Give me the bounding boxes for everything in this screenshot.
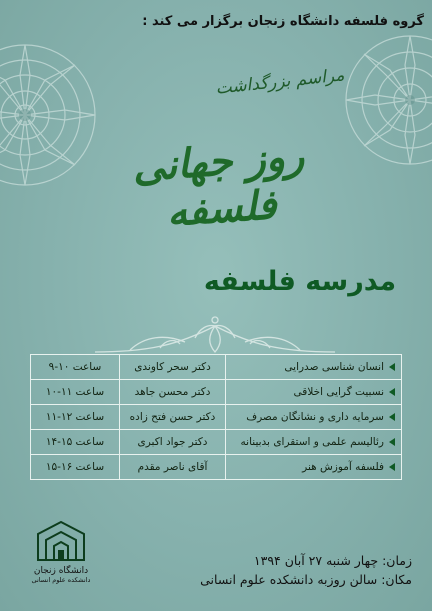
left-arrow-icon — [389, 463, 395, 471]
university-logo-icon — [26, 520, 96, 562]
time-cell: ساعت ۱۰-۹ — [48, 361, 102, 373]
speaker-cell: دکتر جواد اکبری — [119, 430, 225, 454]
left-arrow-icon — [389, 438, 395, 446]
mandala-ornament-icon — [0, 30, 100, 200]
floral-ornament-icon — [90, 314, 340, 356]
mandala-ornament-icon — [340, 25, 432, 175]
speaker-cell: آقای ناصر مقدم — [119, 455, 225, 480]
university-logo — [26, 520, 96, 584]
event-info — [200, 551, 412, 589]
main-title: روز جهانی فلسفه — [131, 132, 306, 236]
speaker-cell: دکتر سحر کاوندی — [119, 355, 225, 379]
topic-cell: نسبیت گرایی اخلاقی — [225, 380, 401, 404]
table-row — [31, 405, 401, 430]
logo-faculty-name: دانشکده علوم انسانی — [31, 576, 91, 584]
table-row — [31, 430, 401, 455]
left-arrow-icon — [389, 363, 395, 371]
schedule-table — [30, 354, 402, 480]
header-text: گروه فلسفه دانشگاه زنجان برگزار می کند : — [142, 14, 424, 29]
event-location: مکان: سالن روزبه دانشکده علوم انسانی — [200, 572, 412, 587]
speaker-cell: دکتر محسن جاهد — [119, 380, 225, 404]
topic-cell: انسان شناسی صدرایی — [225, 355, 401, 379]
school-title: مدرسه فلسفه — [203, 266, 397, 297]
event-time: زمان: چهار شنبه ۲۷ آبان ۱۳۹۴ — [253, 553, 412, 568]
topic-cell: رئالیسم علمی و استقرای بدبینانه — [225, 430, 401, 454]
time-cell: ساعت ۱۵-۱۴ — [45, 436, 105, 448]
logo-university-name: دانشگاه زنجان — [33, 566, 89, 576]
speaker-cell: دکتر حسن فتح زاده — [119, 405, 225, 429]
table-row — [31, 380, 401, 405]
topic-cell: فلسفه آموزش هنر — [225, 455, 401, 480]
table-row — [31, 455, 401, 480]
time-cell: ساعت ۱۱-۱۰ — [45, 386, 105, 398]
subtitle: مراسم بزرگداشت — [214, 65, 346, 99]
time-cell: ساعت ۱۶-۱۵ — [45, 461, 105, 473]
left-arrow-icon — [389, 388, 395, 396]
left-arrow-icon — [389, 413, 395, 421]
table-row — [31, 355, 401, 380]
topic-cell: سرمایه داری و نشانگان مصرف — [225, 405, 401, 429]
time-cell: ساعت ۱۲-۱۱ — [45, 411, 105, 423]
